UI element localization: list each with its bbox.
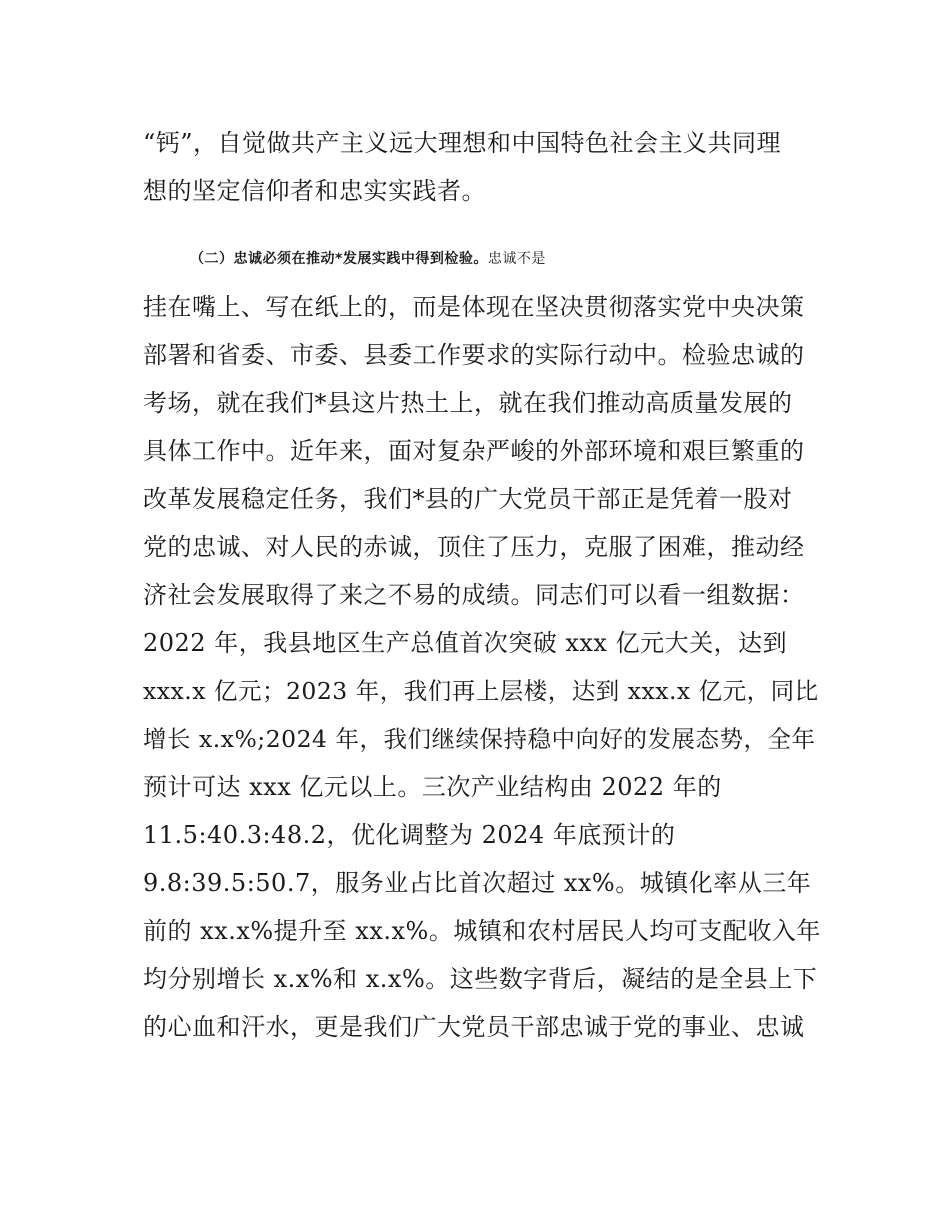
body-text-line: 均分别增长 x.x%和 x.x%。这些数字背后，凝结的是全县上下 [143,965,818,993]
body-text-line: 具体工作中。近年来，面对复杂严峻的外部环境和艰巨繁重的 [143,437,805,465]
body-text-line: 增长 x.x%;2024 年，我们继续保持稳中向好的发展态势，全年 [143,725,816,753]
body-text-line: 想的坚定信仰者和忠实实践者。 [143,177,486,205]
body-text-line: 的心血和汗水，更是我们广大党员干部忠诚于党的事业、忠诚 [143,1013,805,1041]
body-text-line: 部署和省委、市委、县委工作要求的实际行动中。检验忠诚的 [143,341,805,369]
body-text-line: 前的 xx.x%提升至 xx.x%。城镇和农村居民人均可支配收入年 [143,917,821,945]
section-first-line [190,243,870,275]
body-text-line: xxx.x 亿元；2023 年，我们再上层楼，达到 xxx.x 亿元，同比 [143,677,819,705]
body-text-line: 2022 年，我县地区生产总值首次突破 xxx 亿元大关，达到 [143,629,788,657]
body-text-line: “钙”，自觉做共产主义远大理想和中国特色社会主义共同理 [143,129,782,157]
body-text-line: 考场，就在我们*县这片热土上，就在我们推动高质量发展的 [143,389,793,417]
body-text-line: 党的忠诚、对人民的赤诚，顶住了压力，克服了困难，推动经 [143,533,805,561]
body-text: 忠诚不是 [487,251,546,267]
body-text-line: 挂在嘴上、写在纸上的，而是体现在坚决贯彻落实党中央决策 [143,293,805,321]
body-text-line: 济社会发展取得了来之不易的成绩。同志们可以看一组数据： [143,581,805,609]
body-text-line: 9.8:39.5:50.7，服务业占比首次超过 xx%。城镇化率从三年 [143,869,812,897]
section-heading: （二）忠诚必须在推动*发展实践中得到检验。 [190,251,488,267]
body-text-line: 改革发展稳定任务，我们*县的广大党员干部正是凭着一股对 [143,485,793,513]
body-text-line: 预计可达 xxx 亿元以上。三次产业结构由 2022 年的 [143,773,722,801]
body-text-line: 11.5:40.3:48.2，优化调整为 2024 年底预计的 [143,821,676,849]
